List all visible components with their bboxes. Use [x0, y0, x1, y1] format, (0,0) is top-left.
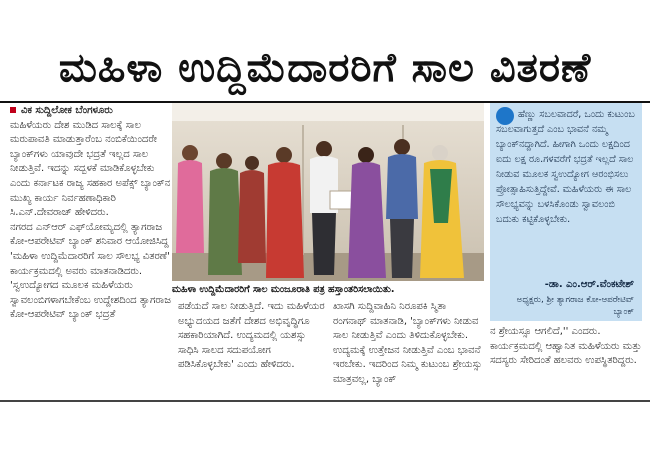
article-paragraph: ಪಡೆಯದೆ ಸಾಲ ನೀಡುತ್ತಿದೆ. ಇದು ಮಹಿಳೆಯರ ಅಭ್ಯುದಯದ ಜತೆಗೆ ದೇಶದ ಅಭಿವೃದ್ಧಿಗೂ ಸಹಕಾರಿಯಾಗಿದೆ. ಉದ್ಯಮದಲ್ಲಿ ಯಶಸ್ಸು ಸಾಧಿಸಿ ಸಾಲದ ಸದುಪಯೋಗ ಪಡಿಸಿಕೊಳ್ಳಬೇಕು' ಎಂದು ಹೇಳಿದರು.	[178, 301, 325, 371]
article-paragraph: ಖಾಸಗಿ ಸುದ್ದಿವಾಹಿನಿ ನಿರೂಪಕಿ ಸ್ಮಿತಾ ರಂಗನಾಥ್ ಮಾತನಾಡಿ, 'ಬ್ಯಾಂಕ್‌ಗಳು ನೀಡುವ ಸಾಲ ನೀಡುತ್ತಿವೆ ಎಂದು ತಿಳಿದುಕೊಳ್ಳಬೇಕು. ಉದ್ಯಮಕ್ಕೆ ಉತ್ತೇಜನ ನೀಡುತ್ತಿವೆ ಎಂಬ ಭಾವನೆ ಇರಬೇಕು. ಇದರಿಂದ ನಿಮ್ಮ ಕುಟುಂಬ ಶ್ರೇಯಸ್ಸು ಮಾತ್ರವಲ್ಲ, ಬ್ಯಾಂಕ್	[333, 301, 482, 385]
article-paragraph: ಮಹಿಳೆಯರು ದೇಶ ಮುಡಿದ ಸಾಲಕ್ಕೆ ಸಾಲ ಮರುಪಾವತಿ ಮಾಡುತ್ತಾರೆಂಬ ನಂಬಿಕೆಯಿಂದರೇ ಬ್ಯಾಂಕ್‌ಗಳು ಯಾವುದೇ ಭದ್ರತೆ ಇಲ್ಲದ ಸಾಲ ನೀಡುತ್ತಿವೆ. ಇದನ್ನು ಸದ್ಬಳಕೆ ಮಾಡಿಕೊಳ್ಳಬೇಕು ಎಂದು ಕರ್ನಾಟಕ ರಾಜ್ಯ ಸಹಕಾರ ಅಪೆಕ್ಸ್ ಬ್ಯಾಂಕ್‌ನ ಮುಖ್ಯ ಕಾರ್ಯ ನಿರ್ವಹಣಾಧಿಕಾರಿ ಸಿ.ಎನ್.ದೇವರಾಜ್ ಹೇಳಿದರು.	[10, 119, 171, 219]
sidebar-quote	[496, 107, 636, 277]
article-mid-column-2	[333, 300, 483, 400]
article-paragraph: ನಗರದ ಎನ್‌ಆರ್ ಎಫ್‌ಯೋಮ್ಯದಲ್ಲಿ ತ್ಯಾಗರಾಜ ಕೋ-ಆಪರೇಟಿವ್ ಬ್ಯಾಂಕ್ ಶನಿವಾರ ಆಯೋಜಿಸಿದ್ದ 'ಮಹಿಳಾ ಉದ್ದಿಮೆದಾರರಿಗೆ ಸಾಲ ಸೌಲಭ್ಯ ವಿತರಣೆ' ಕಾರ್ಯಕ್ರಮದಲ್ಲಿ ಅವರು ಮಾತನಾಡಿದರು.	[10, 221, 170, 277]
byline-city: ಬೆಂಗಳೂರು	[75, 105, 113, 116]
bottom-rule	[0, 400, 650, 402]
sidebar-signature: -ಡಾ. ಎಂ.ಆರ್.ವೆಂಕಟೇಶ್	[544, 279, 634, 290]
article-right-column	[490, 325, 642, 400]
article-left-column	[10, 104, 172, 400]
sidebar-designation: ಅಧ್ಯಕ್ಷರು, ಶ್ರೀ ತ್ಯಾಗರಾಜ ಕೋ-ಆಪರೇಟಿವ್ ಬ್ಯಾಂಕ್	[516, 295, 634, 317]
byline-source: ವಿಕ ಸುದ್ದಿಲೋಕ	[21, 105, 72, 116]
byline	[10, 104, 172, 119]
byline-marker-icon	[10, 107, 16, 113]
quote-sidebar	[490, 103, 642, 321]
headline: ಮಹಿಳಾ ಉದ್ದಿಮೆದಾರರಿಗೆ ಸಾಲ ವಿತರಣೆ	[58, 45, 592, 91]
event-photo	[172, 103, 484, 281]
sidebar-quote-text: ಹೆಣ್ಣು ಸಬಲವಾದರೆ, ಒಂದು ಕುಟುಂಬ ಸಬಲವಾಗುತ್ತದೆ ಎಂಬ ಭಾವನೆ ನಮ್ಮ ಬ್ಯಾಂಕ್‌ನದ್ದಾಗಿದೆ. ಹೀಗಾಗಿ ಒಂದು ಲಕ್ಷದಿಂದ ಐದು ಲಕ್ಷ ರೂ.ಗಳವರೆಗೆ ಭದ್ರತೆ ಇಲ್ಲದೆ ಸಾಲ ನೀಡುವ ಮೂಲಕ ಸ್ವಉದ್ಯೋಗ ಆರಂಭಿಸಲು ಪ್ರೋತ್ಸಾಹಿಸುತ್ತಿದ್ದೇವೆ. ಮಹಿಳೆಯರು ಈ ಸಾಲ ಸೌಲಭ್ಯವನ್ನು ಬಳಸಿಕೊಂಡು ಸ್ವಾವಲಂಬಿ ಬದುಕು ಕಟ್ಟಿಕೊಳ್ಳಬೇಕು.	[496, 109, 635, 225]
photo-caption: ಮಹಿಳಾ ಉದ್ದಿಮೆದಾರರಿಗೆ ಸಾಲ ಮಂಜೂರಾತಿ ಪತ್ರ ಹಸ್ತಾಂತರಿಸಲಾಯಿತು.	[172, 284, 395, 295]
article-paragraph: ನ ಶ್ರೇಯಸ್ಸೂ ಆಗಲಿದೆ,'' ಎಂದರು. ಕಾರ್ಯಕ್ರಮದಲ್ಲಿ ಆಹ್ವಾನಿತ ಮಹಿಳೆಯರು ಮತ್ತು ಸದಸ್ಯರು ಸೇರಿದಂತೆ ಹಲವರು ಉಪಸ್ಥಿತರಿದ್ದರು.	[490, 326, 642, 367]
article-paragraph: 'ಸ್ವಉದ್ಯೋಗದ ಮೂಲಕ ಮಹಿಳೆಯರು ಸ್ವಾವಲಂಬಿಗಳಾಗಬೇಕೆಂಬ ಉದ್ದೇಶದಿಂದ ತ್ಯಾಗರಾಜ ಕೋ-ಆಪರೇಟಿವ್ ಬ್ಯಾಂಕ್ ಭದ್ರತೆ	[10, 280, 171, 321]
event-photo-image	[172, 103, 484, 281]
article-mid-column-1	[178, 300, 328, 400]
